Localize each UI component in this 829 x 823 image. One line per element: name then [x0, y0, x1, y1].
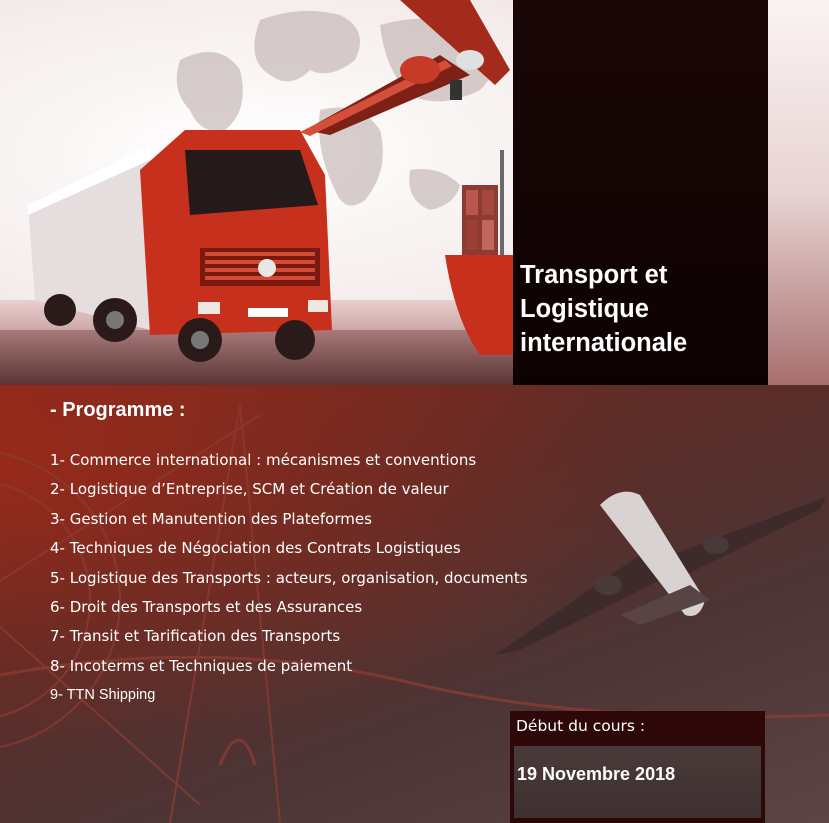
list-item: 9- TTN Shipping	[50, 687, 156, 704]
list-item: 8- Incoterms et Techniques de paiement	[50, 656, 353, 675]
list-item: 6- Droit des Transports et des Assurances	[50, 597, 363, 616]
list-item: 3- Gestion et Manutention des Plateformes	[50, 509, 372, 528]
list-item: 4- Techniques de Négociation des Contrats Logistiques	[50, 539, 461, 558]
list-item: 2- Logistique d’Entreprise, SCM et Création de valeur	[50, 480, 449, 499]
hero-banner	[0, 0, 829, 385]
title-line-2: Logistique	[520, 295, 649, 323]
course-start-box	[510, 711, 765, 823]
list-item: 1- Commerce international : mécanismes et conventions	[50, 451, 477, 469]
airplane-top-illustration	[300, 0, 510, 136]
course-start-date-panel	[514, 746, 761, 818]
title-line-1: Transport et	[520, 261, 668, 289]
truck-illustration	[28, 130, 332, 362]
course-start-date: 19 Novembre 2018	[517, 764, 676, 784]
airplane-illustration	[495, 492, 826, 655]
course-start-label: Début du cours :	[516, 717, 646, 735]
list-item: 7- Transit et Tarification des Transports	[50, 627, 341, 646]
programme-heading: - Programme :	[50, 399, 186, 421]
title-line-3: internationale	[520, 329, 688, 357]
list-item: 5- Logistique des Transports : acteurs, organisation, documents	[50, 568, 528, 587]
programme-list	[50, 449, 528, 714]
page-title	[520, 258, 760, 360]
programme-section	[0, 385, 829, 823]
right-photo-strip	[768, 0, 829, 385]
container-ship-illustration	[445, 150, 520, 355]
